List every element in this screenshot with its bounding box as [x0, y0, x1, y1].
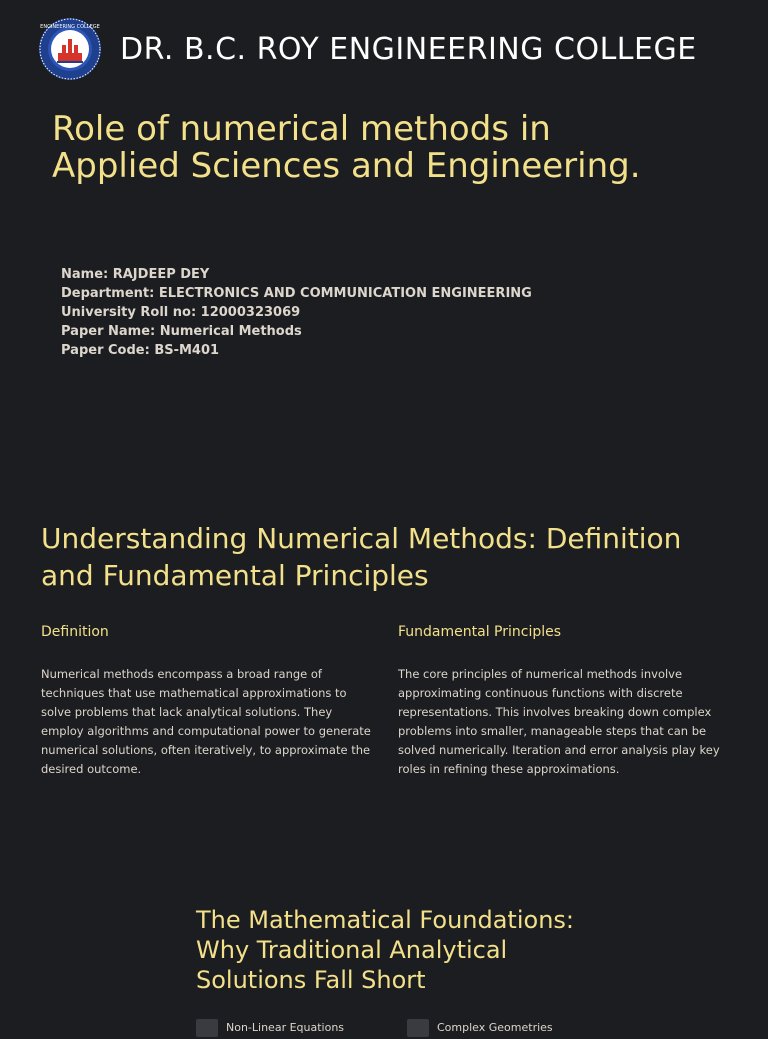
info-name: Name: RAJDEEP DEY	[61, 267, 210, 282]
definition-heading: Definition	[41, 624, 109, 640]
section-title-understanding: Understanding Numerical Methods: Definition and Fundamental Principles	[41, 522, 682, 592]
slide-header	[38, 18, 697, 80]
item-icon	[196, 1019, 218, 1037]
section-title-foundations: The Mathematical Foundations: Why Traditional Analytical Solutions Fall Short	[196, 906, 574, 994]
item-icon	[407, 1019, 429, 1037]
info-paper-code: Paper Code: BS-M401	[61, 343, 220, 358]
principles-body: The core principles of numerical methods involve approximating continuous functions with discrete representations. This involves breaking down complex problems into smaller, manageable steps that can be solved numerically. Iteration and error analysis play key roles in refining these approximations.	[398, 667, 720, 776]
info-department: Department: ELECTRONICS AND COMMUNICATION ENGINEERING	[61, 286, 532, 301]
list-item	[407, 1019, 553, 1037]
item-label: Complex Geometries	[437, 1021, 553, 1034]
svg-text:ENGINEERING COLLEGE: ENGINEERING COLLEGE	[40, 24, 100, 30]
college-name: DR. B.C. ROY ENGINEERING COLLEGE	[120, 31, 697, 67]
principles-heading: Fundamental Principles	[398, 624, 562, 640]
definition-column	[41, 622, 371, 779]
foundation-items	[196, 1019, 616, 1039]
college-emblem-icon	[38, 17, 102, 81]
definition-body: Numerical methods encompass a broad range of techniques that use mathematical approximations to solve problems that lack analytical solutions. They employ algorithms and computational power to generate numerical solutions, often iteratively, to approximate the desired outcome.	[41, 667, 371, 776]
student-info	[61, 265, 532, 360]
info-roll-no: University Roll no: 12000323069	[61, 305, 301, 320]
list-item	[196, 1019, 344, 1037]
principles-column	[398, 622, 728, 779]
presentation-title: Role of numerical methods in Applied Sciences and Engineering.	[52, 109, 641, 186]
info-paper-name: Paper Name: Numerical Methods	[61, 324, 302, 339]
item-label: Non-Linear Equations	[226, 1021, 345, 1034]
